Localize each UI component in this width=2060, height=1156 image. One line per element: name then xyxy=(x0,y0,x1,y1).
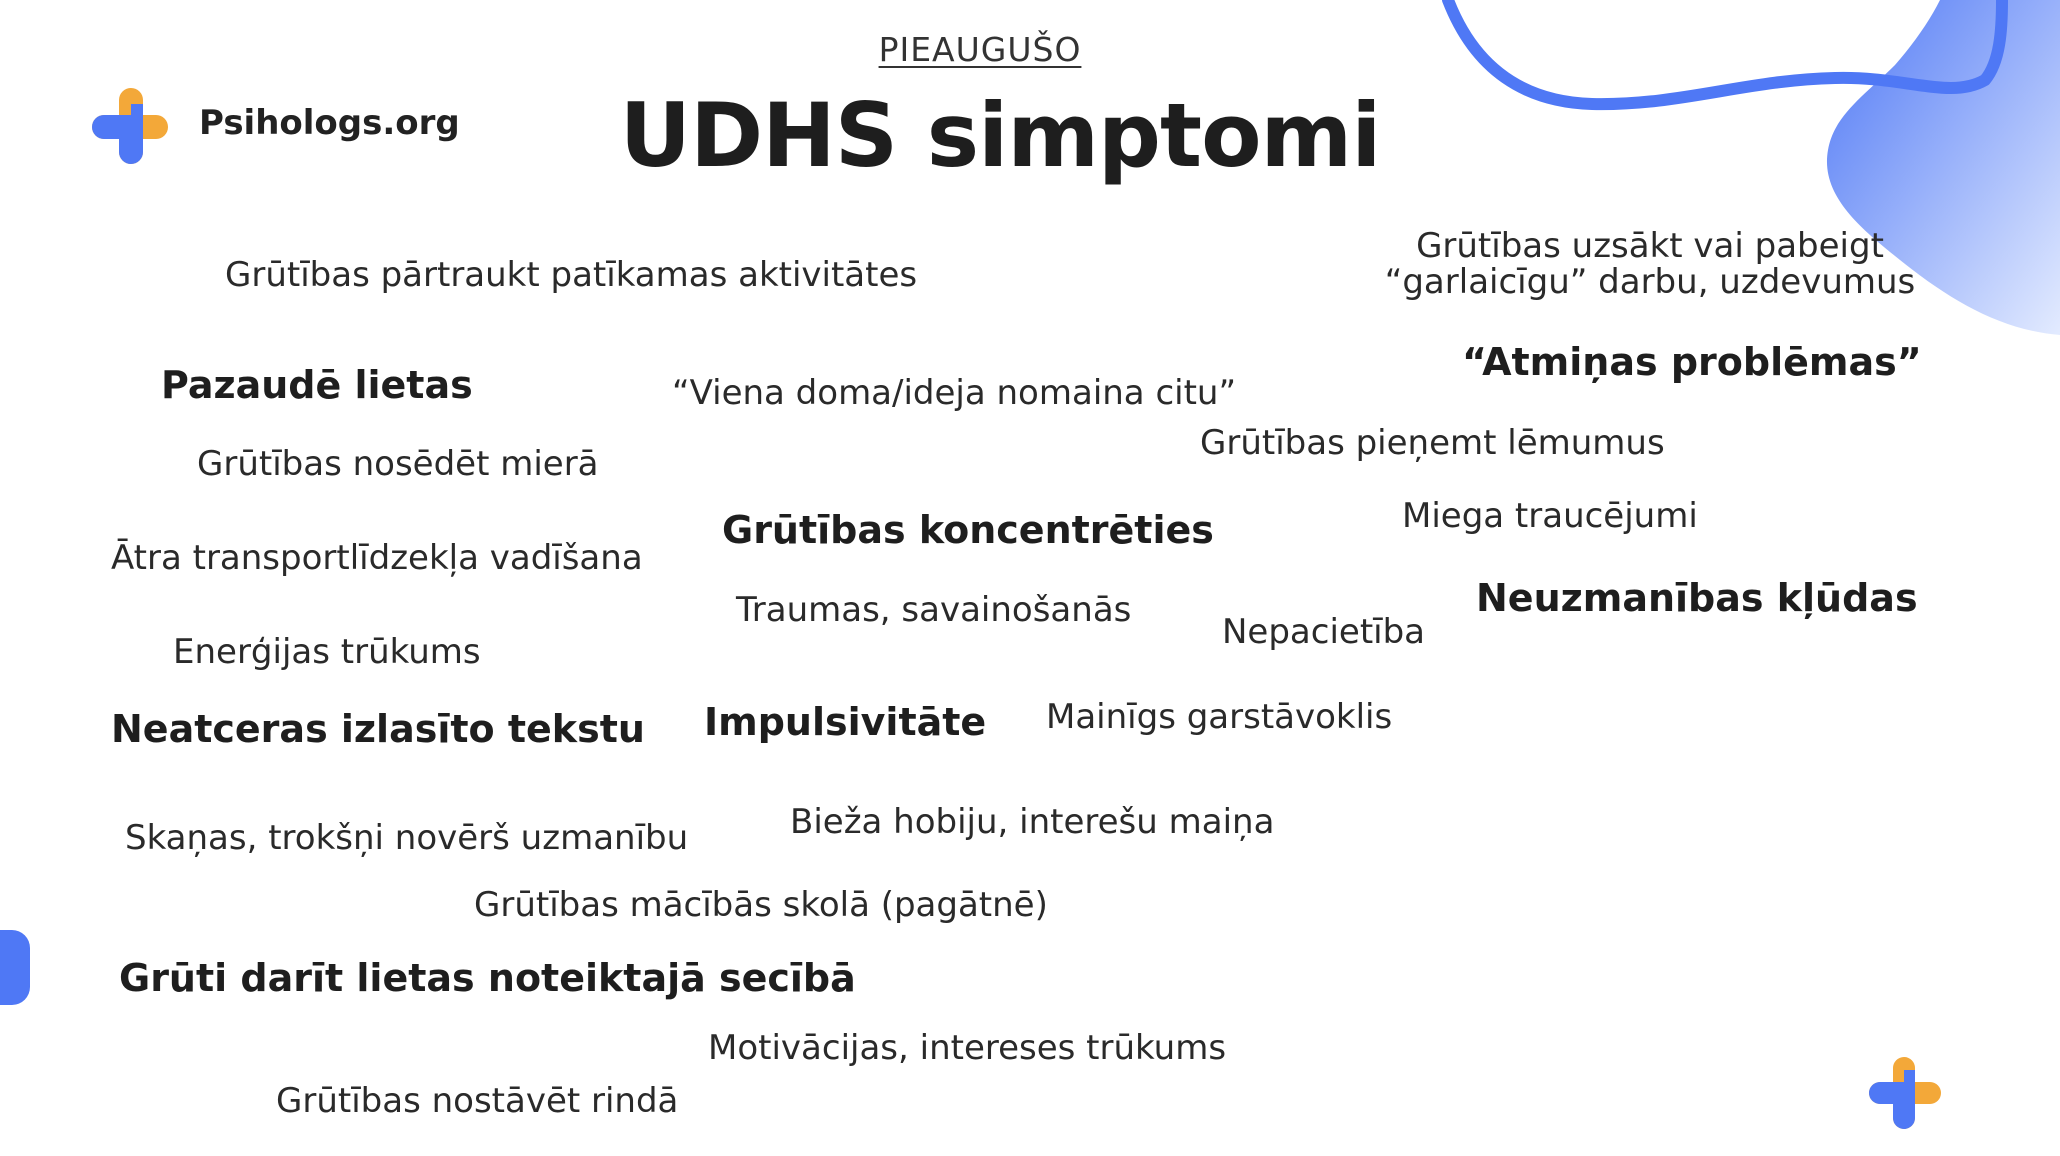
symptom-text: Ātra transportlīdzekļa vadīšana xyxy=(111,538,643,578)
symptom-text-multiline xyxy=(1360,228,1940,300)
symptom-text: Grūtības pārtraukt patīkamas aktivitātes xyxy=(225,255,918,295)
page-title: UDHS simptomi xyxy=(619,84,1381,187)
symptom-text-bold: “Atmiņas problēmas” xyxy=(1462,340,1922,384)
symptom-line: “garlaicīgu” darbu, uzdevumus xyxy=(1384,262,1916,302)
supertitle: PIEAUGUŠO xyxy=(878,30,1082,69)
symptom-text-bold: Grūtības koncentrēties xyxy=(722,508,1214,552)
plus-corner-icon xyxy=(1869,1057,1941,1129)
symptom-text: Nepacietība xyxy=(1222,612,1426,652)
symptom-text: Traumas, savainošanās xyxy=(736,590,1132,630)
symptom-text-bold: Pazaudē lietas xyxy=(161,363,473,407)
symptom-text: Bieža hobiju, interešu maiņa xyxy=(790,802,1275,842)
symptom-text-bold: Neatceras izlasīto tekstu xyxy=(111,707,645,751)
symptom-text: Grūtības mācībās skolā (pagātnē) xyxy=(474,885,1048,925)
brand-name: Psihologs.org xyxy=(199,103,460,143)
left-edge-tab-shape xyxy=(0,930,30,1005)
symptom-text: Motivācijas, intereses trūkums xyxy=(708,1028,1227,1068)
symptom-text: “Viena doma/ideja nomaina citu” xyxy=(672,373,1237,413)
symptom-text: Grūtības nostāvēt rindā xyxy=(276,1081,679,1121)
symptom-line: Grūtības uzsākt vai pabeigt xyxy=(1416,226,1884,266)
symptom-text: Mainīgs garstāvoklis xyxy=(1046,697,1393,737)
symptom-text-bold: Neuzmanības kļūdas xyxy=(1476,576,1918,620)
symptom-text: Miega traucējumi xyxy=(1402,496,1698,536)
symptom-text-bold: Grūti darīt lietas noteiktajā secībā xyxy=(119,956,856,1000)
symptom-text: Grūtības pieņemt lēmumus xyxy=(1200,423,1665,463)
symptom-text-bold: Impulsivitāte xyxy=(704,700,987,744)
symptom-text: Skaņas, trokšņi novērš uzmanību xyxy=(125,818,689,858)
symptom-text: Enerģijas trūkums xyxy=(173,632,481,672)
symptom-text: Grūtības nosēdēt mierā xyxy=(197,444,599,484)
